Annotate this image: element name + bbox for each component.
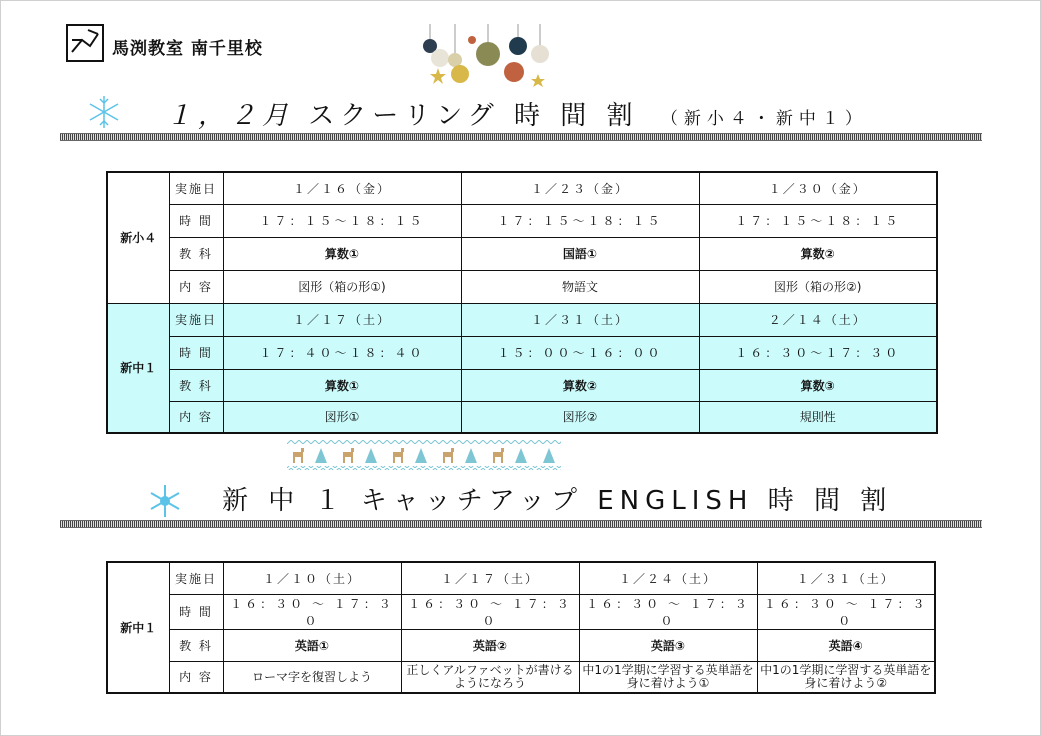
title-main: スクーリング 時 間 割	[308, 101, 639, 131]
session-subject: 算数②	[461, 369, 699, 401]
session-time: １６：３０ 〜 １７：３０	[401, 594, 579, 629]
session-subject: 算数①	[223, 369, 461, 401]
session-content: 図形②	[461, 401, 699, 433]
session-content: 図形（箱の形②)	[699, 270, 937, 303]
session-subject: 英語③	[579, 629, 757, 661]
divider-stripe	[60, 520, 982, 528]
session-date: １／２４（土）	[579, 562, 757, 594]
session-content: 中1の1学期に学習する英単語を身に着けよう①	[579, 661, 757, 693]
row-label-subject: 教 科	[169, 369, 223, 401]
session-subject: 算数①	[223, 237, 461, 270]
session-content: 図形①	[223, 401, 461, 433]
row-label-date: 実施日	[169, 172, 223, 204]
session-subject: 算数③	[699, 369, 937, 401]
title-months: １，２月	[166, 101, 295, 131]
session-time: １６：３０ 〜 １７：３０	[223, 594, 401, 629]
session-subject: 英語②	[401, 629, 579, 661]
row-label-time: 時 間	[169, 336, 223, 369]
group-label: 新中１	[107, 303, 169, 433]
row-label-date: 実施日	[169, 562, 223, 594]
session-content: 物語文	[461, 270, 699, 303]
english-timetable	[106, 561, 936, 694]
schooling-timetable	[106, 171, 938, 434]
school-name: 馬渕教室 南千里校	[112, 39, 263, 59]
snowflake-icon	[86, 94, 122, 130]
session-content: 図形（箱の形①)	[223, 270, 461, 303]
christmas-ornaments-decoration	[410, 24, 575, 90]
table-row	[107, 303, 937, 336]
table-row	[107, 369, 937, 401]
table-row	[107, 629, 935, 661]
session-date: １／２３（金）	[461, 172, 699, 204]
schooling-timetable-title	[166, 95, 868, 132]
session-date: １／１７（土）	[401, 562, 579, 594]
session-time: １６：３０〜１７：３０	[699, 336, 937, 369]
session-date: １／３１（土）	[461, 303, 699, 336]
table-row	[107, 401, 937, 433]
row-label-time: 時 間	[169, 594, 223, 629]
table-row	[107, 562, 935, 594]
group-label: 新中１	[107, 562, 169, 693]
session-date: １／１６（金）	[223, 172, 461, 204]
english-timetable-title: 新 中 １ キャッチアップ ENGLISH 時 間 割	[222, 486, 893, 516]
table-row	[107, 172, 937, 204]
divider-stripe	[60, 133, 982, 141]
session-date: １／１７（土）	[223, 303, 461, 336]
session-date: １／３１（土）	[757, 562, 935, 594]
session-subject: 英語①	[223, 629, 401, 661]
row-label-content: 内 容	[169, 270, 223, 303]
row-label-date: 実施日	[169, 303, 223, 336]
session-content: ローマ字を復習しよう	[223, 661, 401, 693]
table-row	[107, 594, 935, 629]
table-row	[107, 661, 935, 693]
session-time: １６：３０ 〜 １７：３０	[757, 594, 935, 629]
group-label: 新小４	[107, 172, 169, 303]
table-row	[107, 237, 937, 270]
title-subtitle: （新小４・新中１）	[660, 109, 868, 129]
session-content: 規則性	[699, 401, 937, 433]
session-date: １／１０（土）	[223, 562, 401, 594]
school-logo	[66, 24, 104, 62]
session-time: １７：１５〜１８：１５	[699, 204, 937, 237]
session-content: 正しくアルファベットが書けるようになろう	[401, 661, 579, 693]
row-label-content: 内 容	[169, 661, 223, 693]
row-label-subject: 教 科	[169, 237, 223, 270]
session-time: １６：３０ 〜 １７：３０	[579, 594, 757, 629]
session-date: ２／１４（土）	[699, 303, 937, 336]
row-label-time: 時 間	[169, 204, 223, 237]
session-content: 中1の1学期に学習する英単語を身に着けよう②	[757, 661, 935, 693]
nordic-pattern-decoration	[287, 440, 561, 470]
session-time: １７：１５〜１８：１５	[223, 204, 461, 237]
snowflake-icon	[147, 483, 183, 519]
session-subject: 国語①	[461, 237, 699, 270]
table-row	[107, 270, 937, 303]
table-row	[107, 336, 937, 369]
session-time: １７：１５〜１８：１５	[461, 204, 699, 237]
session-subject: 算数②	[699, 237, 937, 270]
table-row	[107, 204, 937, 237]
session-time: １７：４０〜１８：４０	[223, 336, 461, 369]
row-label-content: 内 容	[169, 401, 223, 433]
session-subject: 英語④	[757, 629, 935, 661]
session-time: １５：００〜１６：００	[461, 336, 699, 369]
session-date: １／３０（金）	[699, 172, 937, 204]
row-label-subject: 教 科	[169, 629, 223, 661]
